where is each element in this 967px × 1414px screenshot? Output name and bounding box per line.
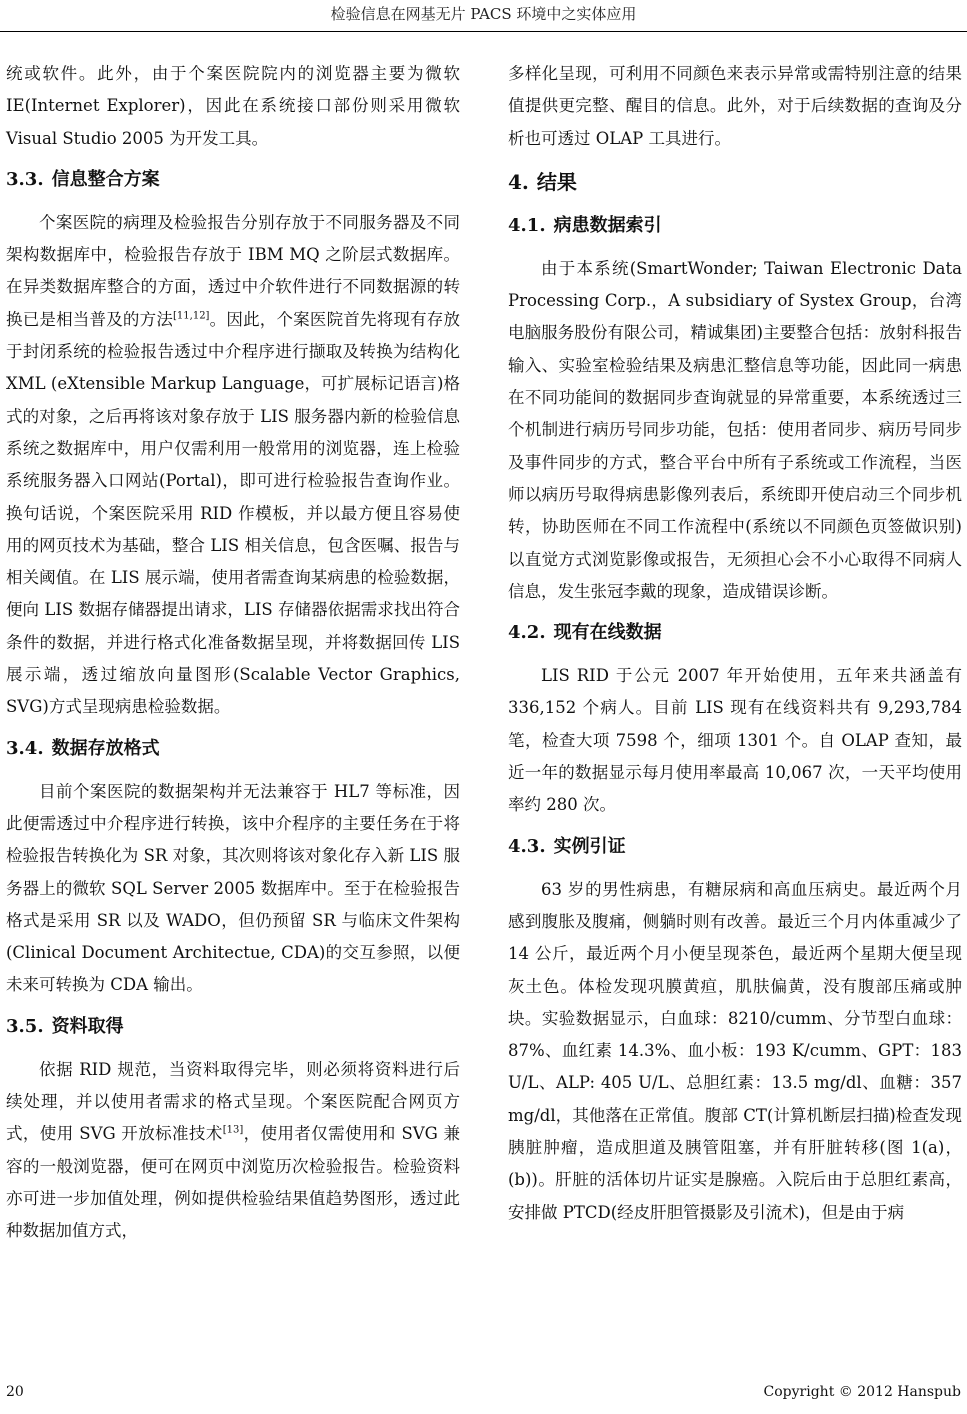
header-rule xyxy=(0,31,967,32)
section-title: 资料取得 xyxy=(51,1015,124,1037)
section-heading-3-3 xyxy=(6,163,460,197)
section-title: 现有在线数据 xyxy=(553,622,662,644)
section-heading-4 xyxy=(508,165,962,199)
paragraph-text: 个案医院的病理及检验报告分别存放于不同服务器及不同架构数据库中，检验报告存放于 IBM MQ 之阶层式数据库。在异类数据库整合的方面，透过中介软件进行不同数据源的转换已是相当普及的方法 xyxy=(6,212,460,329)
section-heading-4-2 xyxy=(508,616,962,650)
paragraph-text: 。因此，个案医院首先将现有存放于封闭系统的检验报告透过中介程序进行撷取及转换为结构化 XML (eXtensible Markup Language，可扩展标记语言)格式的对象，之后再将该对象存放于 LIS 服务器内新的检验信息系统之数据库中，用户仅需利用一般常用的浏览器，连上检验系统服务器入口网站(Portal)，即可进行检验报告查询作业。换句话说，个案医院采用 RID 作模板，并以最方便且容易使用的网页技术为基础，整合 LIS 相关信息，包含医嘱、报告与相关阈值。在 LIS 展示端，使用者需查询某病患的检验数据，便向 LIS 数据存储器提出请求，LIS 存储器依据需求找出符合条件的数据，并进行格式化准备数据呈现，并将数据回传 LIS 展示端，透过缩放向量图形(Scalable Vector Graphics, SVG)方式呈现病患检验数据。 xyxy=(6,309,461,717)
section-title: 病患数据索引 xyxy=(553,214,662,236)
section-number: 4.3. xyxy=(508,835,546,857)
paragraph-data-retrieval xyxy=(6,1054,460,1248)
section-number: 3.3. xyxy=(6,168,44,190)
paragraph-case-study: 63 岁的男性病患，有糖尿病和高血压病史。最近两个月感到腹胀及腹痛，侧躺时则有改善。最近三个月内体重减少了 14 公斤，最近两个月小便呈现茶色，最近两个星期大便呈现灰土色。体检发现巩膜黄疸，肌肤偏黄，没有腹部压痛或肿块。实验数据显示，白血球：8210/cumm、分节型白血球：87%、血红素 14.3%、血小板：193 K/cumm、GPT：183 U/L、ALP: 405 U/L、总胆红素：13.5 mg/dl、血糖：357 mg/dl，其他落在正常值。腹部 CT(计算机断层扫描)检查发现胰脏肿瘤，造成胆道及胰管阻塞，并有肝脏转移(图 1(a)，(b))。肝脏的活体切片证实是腺癌。入院后由于总胆红素高，安排做 PTCD(经皮肝胆管摄影及引流术)，但是由于病 xyxy=(508,879,962,1222)
section-number: 4.1. xyxy=(508,214,546,236)
paragraph-system-interface: 统或软件。此外，由于个案医院院内的浏览器主要为微软 IE(Internet Explorer)，因此在系统接口部份则采用微软 Visual Studio 2005 为开发工具。 xyxy=(6,64,460,148)
copyright-notice: Copyright © 2012 Hanspub xyxy=(763,1384,961,1400)
section-title: 数据存放格式 xyxy=(51,737,160,759)
section-heading-4-3 xyxy=(508,830,962,864)
paragraph-online-data: LIS RID 于公元 2007 年开始使用，五年来共涵盖有 336,152 个病人。目前 LIS 现有在线资料共有 9,293,784 笔，检查大项 7598 个，细项 1301 个。自 OLAP 查知，最近一年的数据显示每月使用率最高 10,067 次，一天平均使用率约 280 次。 xyxy=(508,666,962,815)
right-column xyxy=(508,58,962,1229)
citation: [13] xyxy=(222,1124,244,1136)
paragraph-data-format: 目前个案医院的数据架构并无法兼容于 HL7 等标准，因此便需透过中介程序进行转换，该中介程序的主要任务在于将检验报告转换化为 SR 对象，其次则将该对象化存入新 LIS 服务器上的微软 SQL Server 2005 数据库中。至于在检验报告格式是采用 SR 以及 WADO，但仍预留 SR 与临床文件架构(Clinical Document Architectue, CDA)的交互参照，以便未来可转换为 CDA 输出。 xyxy=(6,781,460,995)
paragraph-presentation: 多样化呈现，可利用不同颜色来表示异常或需特别注意的结果值提供更完整、醒目的信息。此外，对于后续数据的查询及分析也可透过 OLAP 工具进行。 xyxy=(508,64,962,148)
citation: [11,12] xyxy=(173,310,210,322)
paragraph-text: ，使用者仅需使用和 SVG 兼容的一般浏览器，便可在网页中浏览历次检验报告。检验资料亦可进一步加值处理，例如提供检验结果值趋势图形，透过此种数据加值方式， xyxy=(6,1124,460,1241)
section-number: 4.2. xyxy=(508,622,546,644)
section-number: 3.4. xyxy=(6,737,44,759)
paragraph-text: 依据 RID 规范，当资料取得完毕，则必须将资料进行后续处理，并以使用者需求的格式呈现。个案医院配合网页方式，使用 SVG 开放标准技术 xyxy=(6,1059,460,1144)
paragraph-patient-index: 由于本系统(SmartWonder; Taiwan Electronic Data Processing Corp.，A subsidiary of Systex Group，台湾电脑服务股份有限公司，精诚集团)主要整合包括：放射科报告输入、实验室检验结果及病患汇整信息等功能，因此同一病患在不同功能间的数据同步查询就显的异常重要，本系统透过三个机制进行病历号同步功能，包括：使用者同步、病历号同步及事件同步的方式，整合平台中所有子系统或工作流程，当医师以病历号取得病患影像列表后，系统即开使启动三个同步机转，协助医师在不同工作流程中(系统以不同颜色页签做识别)以直觉方式浏览影像或报告，无须担心会不小心取得不同病人信息，发生张冠李戴的现象，造成错误诊断。 xyxy=(508,258,962,601)
page-number: 20 xyxy=(6,1384,24,1400)
section-number: 4. xyxy=(508,169,529,194)
section-heading-3-4 xyxy=(6,732,460,766)
section-heading-4-1 xyxy=(508,209,962,243)
section-heading-3-5 xyxy=(6,1010,460,1044)
running-header: 检验信息在网基无片 PACS 环境中之实体应用 xyxy=(330,5,637,23)
paragraph-info-integration xyxy=(6,207,460,724)
section-number: 3.5. xyxy=(6,1015,44,1037)
section-title: 结果 xyxy=(536,169,577,194)
section-title: 信息整合方案 xyxy=(51,168,160,190)
section-title: 实例引证 xyxy=(553,835,626,857)
left-column xyxy=(6,58,460,1248)
